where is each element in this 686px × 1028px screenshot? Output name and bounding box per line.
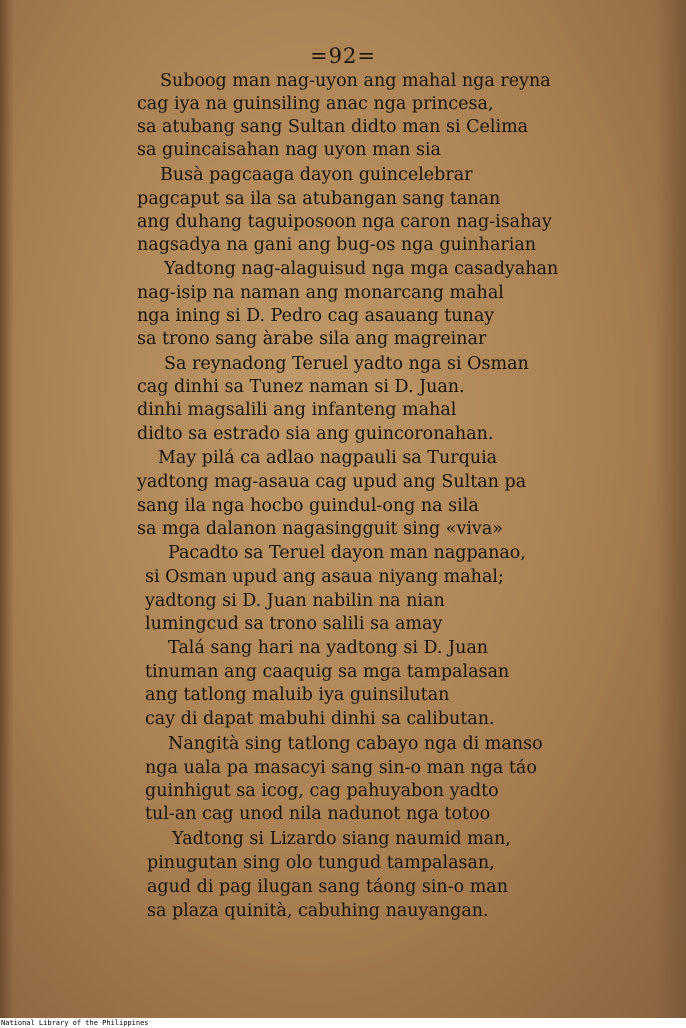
footer-bar [0,1018,686,1028]
text-line: agud di pag ilugan sang táong sin-o man [147,877,509,897]
text-line: May pilá ca adlao nagpauli sa Turquia [158,448,498,468]
page-number: =92= [310,44,376,68]
text-line: nagsadya na gani ang bug-os nga guinharian [137,235,537,255]
text-line: sa plaza quinità, cabuhing nauyangan. [147,901,489,921]
text-line: Yadtong si Lizardo siang naumid man, [172,829,511,849]
text-line: Pacadto sa Teruel dayon man nagpanao, [168,543,526,563]
text-line: cay di dapat mabuhi dinhi sa calibutan. [145,709,495,729]
text-line: Suboog man nag-uyon ang mahal nga reyna [160,71,551,91]
text-line: ang tatlong maluib iya guinsilutan [145,685,450,705]
text-line: si Osman upud ang asaua niyang mahal; [145,567,504,587]
text-line: tinuman ang caaquig sa mga tampalasan [145,662,510,682]
text-line: sang ila nga hocbo guindul-ong na sila [137,496,479,516]
text-line: sa atubang sang Sultan didto man si Celima [137,117,529,137]
text-line: nga uala pa masacyi sang sin-o man nga táo [145,758,537,778]
page-edge-shadow-left [0,0,14,1018]
text-line: sa trono sang àrabe sila ang magreinar [137,329,487,349]
text-line: Talá sang hari na yadtong si D. Juan [168,638,489,658]
text-line: sa guincaisahan nag uyon man sia [137,140,441,160]
text-line: guinhigut sa icog, cag pahuyabon yadto [145,781,499,801]
text-line: nag-isip na naman ang monarcang mahal [137,283,504,303]
text-line: Busà pagcaaga dayon guincelebrar [160,165,473,185]
text-line: dinhi magsalili ang infanteng mahal [137,400,457,420]
text-line: cag iya na guinsiling anac nga princesa, [137,94,494,114]
text-line: yadtong mag-asaua cag upud ang Sultan pa [137,472,527,492]
text-line: didto sa estrado sia ang guincoronahan. [137,424,494,444]
text-line: tul-an cag unod nila nadunot nga totoo [145,804,491,824]
text-line: sa mga dalanon nagasingguit sing «viva» [137,519,503,539]
text-line: Yadtong nag-alaguisud nga mga casadyahan [164,259,559,279]
footer-credit: National Library of the Philippines [1,1019,149,1027]
page-edge-shadow-right [656,0,686,1018]
text-line: ang duhang taguiposoon nga caron nag-isahay [137,212,552,232]
text-line: Nangità sing tatlong cabayo nga di manso [168,734,543,754]
text-line: yadtong si D. Juan nabilin na nian [145,591,445,611]
text-line: lumingcud sa trono salili sa amay [145,614,443,634]
text-line: pinugutan sing olo tungud tampalasan, [147,853,495,873]
text-line: nga ining si D. Pedro cag asauang tunay [137,306,495,326]
text-line: pagcaput sa ila sa atubangan sang tanan [137,189,501,209]
text-line: cag dinhi sa Tunez naman si D. Juan. [137,377,465,397]
text-line: Sa reynadong Teruel yadto nga si Osman [164,354,529,374]
